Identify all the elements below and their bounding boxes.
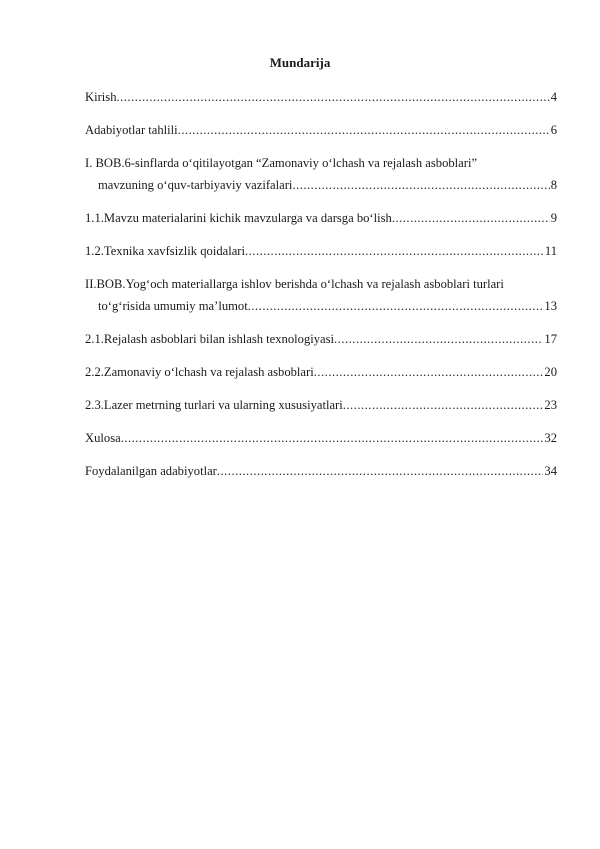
toc-entry-title: I. BOB.6-sinflarda o‘qitilayotgan “Zamonaviy o‘lchash va rejalash asboblari” [85,156,478,170]
toc-entry-chapter-1 [85,152,557,196]
toc-page-number: 6 [550,123,557,137]
toc-entry-title: II.BOB.Yog‘och materiallarga ishlov berishda o‘lchash va rejalash asboblari turlari [85,277,504,291]
toc-entry-foydalanilgan-adabiyotlar [85,460,557,482]
toc-entry-adabiyotlar-tahlili [85,119,557,141]
toc-page-number: 34 [544,464,557,478]
dot-leader [116,86,549,108]
toc-entry-title: 1.1.Mavzu materialarini kichik mavzularga va darsga bo‘lish [85,211,392,225]
toc-entry-title: 2.2.Zamonaviy o‘lchash va rejalash asboblari [85,365,314,379]
toc-entry-2-2 [85,361,557,383]
toc-page-number: 32 [544,431,557,445]
toc-page-number: 23 [544,398,557,412]
dot-leader [121,427,544,449]
page-title: Mundarija [269,55,331,70]
toc-entry-kirish [85,86,557,108]
toc-page-number: 17 [544,332,557,346]
toc-page-number: 9 [550,211,557,225]
dot-leader [392,207,550,229]
toc-entry-title: Adabiyotlar tahlili [85,123,178,137]
toc-entry-title: 2.1.Rejalash asboblari bilan ishlash texnologiyasi [85,332,335,346]
toc-entry-title: 2.3.Lazer metrning turlari va ularning xususiyatlari [85,398,343,412]
toc-entry-title: Foydalanilgan adabiyotlar [85,464,217,478]
toc-entry-2-3 [85,394,557,416]
toc-entry-title: 1.2.Texnika xavfsizlik qoidalari [85,244,245,258]
toc-entry-1-1 [85,207,557,229]
toc-entry-1-2 [85,240,557,262]
toc-entry-title: Xulosa [85,431,121,445]
table-of-contents [85,86,557,482]
dot-leader [245,240,544,262]
toc-entry-title: Kirish [85,90,117,104]
toc-page-number: 4 [550,90,557,104]
toc-entry-title-continued: to‘g‘risida umumiy ma’lumot [98,299,248,313]
dot-leader [314,361,544,383]
toc-page-number: 20 [544,365,557,379]
dot-leader [343,394,544,416]
dot-leader [292,174,549,196]
dot-leader [248,295,544,317]
toc-entry-chapter-2 [85,273,557,317]
toc-page-number: 11 [544,244,557,258]
toc-entry-title-continued: mavzuning o‘quv-tarbiyaviy vazifalari [98,178,293,192]
toc-entry-2-1 [85,328,557,350]
toc-page-number: 8 [550,178,557,192]
toc-entry-xulosa [85,427,557,449]
dot-leader [217,460,544,482]
dot-leader [334,328,543,350]
dot-leader [178,119,550,141]
toc-page-number: 13 [544,299,557,313]
